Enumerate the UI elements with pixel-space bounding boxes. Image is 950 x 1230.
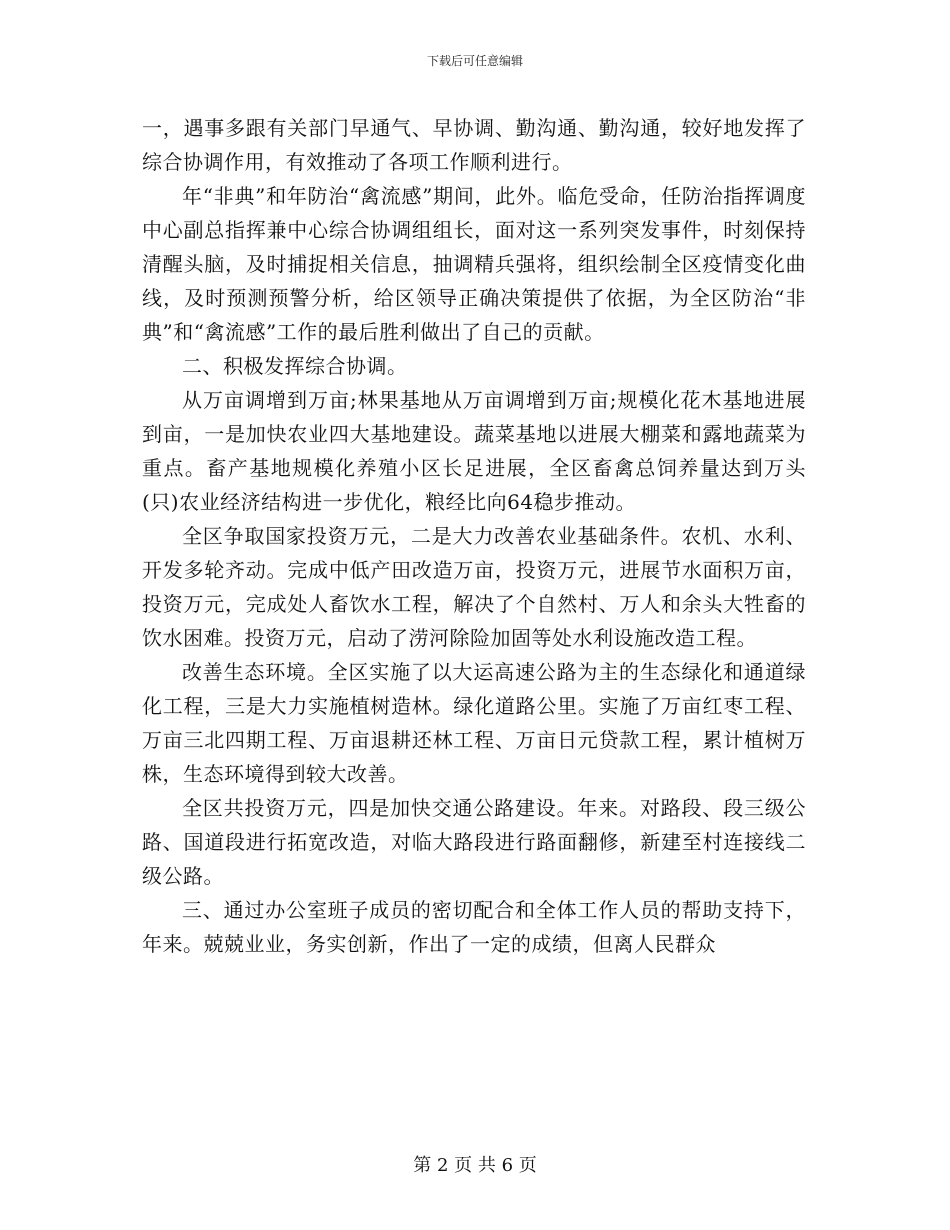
paragraph-6: 改善生态环境。全区实施了以大运高速公路为主的生态绿化和通道绿化工程，三是大力实施植树造林。绿化道路公里。实施了万亩红枣工程、万亩三北四期工程、万亩退耕还林工程、万亩日元贷款工程，累计植树万株，生态环境得到较大改善。 xyxy=(142,660,806,786)
paragraph-5: 全区争取国家投资万元，二是大力改善农业基础条件。农机、水利、开发多轮齐动。完成中低产田改造万亩，投资万元，进展节水面积万亩，投资万元，完成处人畜饮水工程，解决了个自然村、万人和余头大牲畜的饮水困难。投资万元，启动了涝河除险加固等处水利设施改造工程。 xyxy=(142,524,806,650)
document-body xyxy=(142,111,806,961)
paragraph-2: 年“非典”和年防治“禽流感”期间，此外。临危受命，任防治指挥调度中心副总指挥兼中心综合协调组组长，面对这一系列突发事件，时刻保持清醒头脑，及时捕捉相关信息，抽调精兵强将，组织绘制全区疫情变化曲线，及时预测预警分析，给区领导正确决策提供了依据，为全区防治“非典”和“禽流感”工作的最后胜利做出了自己的贡献。 xyxy=(142,184,806,344)
header-note: 下载后可任意编辑 xyxy=(426,54,523,68)
paragraph-7: 全区共投资万元，四是加快交通公路建设。年来。对路段、段三级公路、国道段进行拓宽改造，对临大路段进行路面翻修，新建至村连接线二级公路。 xyxy=(142,796,806,888)
paragraph-3-heading: 二、积极发挥综合协调。 xyxy=(182,354,408,378)
paragraph-4: 从万亩调增到万亩;林果基地从万亩调增到万亩;规模化花木基地进展到亩，一是加快农业四大基地建设。蔬菜基地以进展大棚菜和露地蔬菜为重点。畜产基地规模化养殖小区长足进展，全区畜禽总饲养量达到万头(只)农业经济结构进一步优化，粮经比向64稳步推动。 xyxy=(142,388,806,514)
paragraph-1: 一，遇事多跟有关部门早通气、早协调、勤沟通、勤沟通，较好地发挥了综合协调作用，有效推动了各项工作顺利进行。 xyxy=(142,116,806,174)
page-number-footer: 第 2 页 共 6 页 xyxy=(413,1155,537,1176)
paragraph-8: 三、通过办公室班子成员的密切配合和全体工作人员的帮助支持下，年来。兢兢业业，务实创新，作出了一定的成绩，但离人民群众 xyxy=(142,898,806,956)
